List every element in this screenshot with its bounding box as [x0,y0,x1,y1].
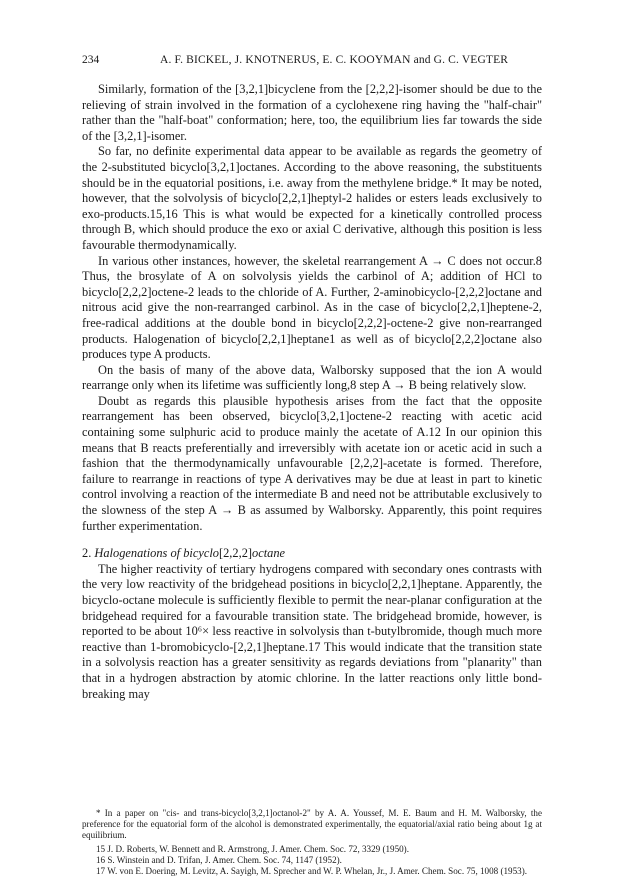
paragraph-strain: Similarly, formation of the [3,2,1]bicyclene from the [2,2,2]-isomer should be due to the relieving of strain involved in the formation of a cyclohexene ring having the "half-chair" rather than the "half-boat" conformation; here, too, the equilibrium lies far towards the side of the [3,2,1]-isomer. [82,82,542,143]
paragraph-geometry: So far, no definite experimental data appear to be available as regards the geometry of the 2-substituted bicyclo[3,2,1]octanes. According to the above reasoning, the substituents should be in the equatorial positions, i.e. away from the methylene bridge.* It may be noted, however, that the solvolysis of bicyclo[2,2,1]heptyl-2 halides or esters leads exclusively to exo-products.15,16 This is what would be expected for a kinetically controlled process through B, which should produce the exo or axial C derivative, although this position is less favourable thermodynamically. [82,144,542,252]
footnote-17: 17 W. von E. Doering, M. Levitz, A. Sayigh, M. Sprecher and W. P. Whelan, Jr., J. Amer. Chem. Soc. 75, 1008 (1953). [96,866,527,876]
paragraph-rearrangement: In various other instances, however, the skeletal rearrangement A → C does not occur.8 Thus, the brosylate of A on solvolysis yields the carbinol of A; addition of HCl to bicyclo[2,2,2]octene-2 leads to the chloride of A. Further, 2-aminobicyclo-[2,2,2]octane and nitrous acid give the non-rearranged carbinol. As in the case of bicyclo[2,2,1]heptene-2, free-radical additions at the double bond in bicyclo[2,2,2]-octene-2 give non-rearranged products. Halogenation of bicyclo[2,2,1]heptane1 as well as of bicyclo[2,2,2]octane also produces type A products. [82,253,542,362]
section-title-italic: Halogenations of bicyclo [94,546,219,561]
paragraph-doubt: Doubt as regards this plausible hypothesis arises from the fact that the opposite rearrangement has been observed, bicyclo[3,2,1]octene-2 reacting with acetic acid containing some sulphuric acid to produce mainly the acetate of A.12 In our opinion this means that B reacts preferentially and irreversibly with acetate ion or acetic acid in such a fashion that the thermodynamically unfavourable [2,2,2]-acetate is formed. Therefore, failure to rearrange in reactions of type A derivatives may be due at least in part to kinetic control involving a reaction of the intermediate B and need not be attributable exclusively to the slowness of the step A → B as assumed by Walborsky. Apparently, this point requires further experimentation. [82,393,542,533]
page-number: 234 [82,54,100,66]
footnotes [82,808,542,877]
paragraph-walborsky: On the basis of many of the above data, Walborsky supposed that the ion A would rearrange only when its lifetime was sufficiently long,8 step A → B being relatively slow. [82,362,542,393]
paragraph-halogenation: The higher reactivity of tertiary hydrogens compared with secondary ones contrasts with the very low reactivity of the bridgehead positions in bicyclo[2,2,1]heptane. Apparently, the bicyclo-octane molecule is sufficiently flexible to permit the near-planar configuration at the bridgehead required for a favourable transition state. The bridgehead bromide, however, is reported to be about 10⁶× less reactive in solvolysis than t-butylbromide, though much more reactive than 1-bromobicyclo-[2,2,1]heptane.17 This would indicate that the transition state in a solvolysis reaction has a greater sensitivity as regards deviations from "planarity" than that in a hydrogen abstraction by atomic chlorine. In the latter reactions only little bond-breaking may [82,561,542,701]
section-heading [82,546,542,562]
footnote-star: * In a paper on "cis- and trans-bicyclo[3,2,1]octanol-2" by A. A. Youssef, M. E. Baum and H. M. Walborsky, the preference for the equatorial form of the alcohol is demonstrated experimentally, the equatorial/axial ratio being about 1g at equilibrium. [82,808,542,840]
section-title-italic-end: octane [252,546,286,561]
article-body [82,82,542,702]
section-number: 2. [82,546,92,561]
footnote-16: 16 S. Winstein and D. Trifan, J. Amer. Chem. Soc. 74, 1147 (1952). [96,855,342,865]
section-title-plain: [2,2,2] [218,546,253,561]
page-header [82,52,542,68]
footnote-15: 15 J. D. Roberts, W. Bennett and R. Armstrong, J. Amer. Chem. Soc. 72, 3329 (1950). [96,844,409,854]
running-head: A. F. BICKEL, J. KNOTNERUS, E. C. KOOYMAN and G. C. VEGTER [160,54,509,66]
